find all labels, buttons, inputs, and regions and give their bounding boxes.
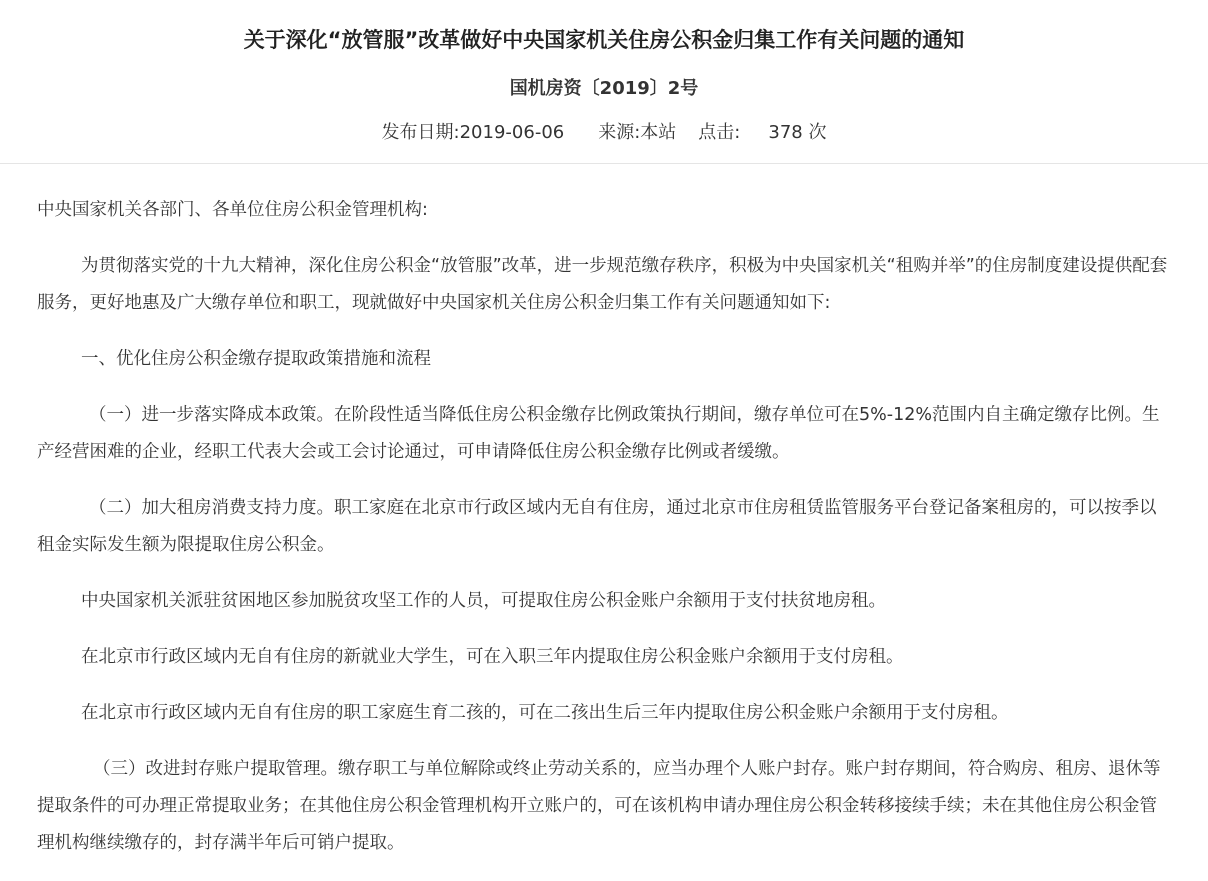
article-body: [37, 192, 1171, 881]
paragraph-poverty: 中央国家机关派驻贫困地区参加脱贫攻坚工作的人员，可提取住房公积金账户余额用于支付扶贫地房租。: [81, 591, 886, 611]
clicks-unit: 次: [808, 122, 827, 143]
paragraph-item-1: （一）进一步落实降成本政策。在阶段性适当降低住房公积金缴存比例政策执行期间，缴存单位可在5%-12%范围内自主确定缴存比例。生产经营困难的企业，经职工代表大会或工会讨论通过，可申请降低住房公积金缴存比例或者缓缴。: [37, 405, 1160, 462]
article-meta: [0, 118, 1208, 148]
source-value: 本站: [640, 122, 677, 143]
source-label: 来源:: [598, 122, 641, 143]
salutation: 中央国家机关各部门、各单位住房公积金管理机构:: [37, 200, 428, 220]
article-title: 关于深化“放管服”改革做好中央国家机关住房公积金归集工作有关问题的通知: [243, 28, 965, 52]
publish-date-label: 发布日期:: [381, 122, 460, 143]
section-heading: 一、优化住房公积金缴存提取政策措施和流程: [81, 349, 431, 369]
document-number: 国机房资〔2019〕2号: [509, 78, 699, 99]
paragraph-graduates: 在北京市行政区域内无自有住房的新就业大学生，可在入职三年内提取住房公积金账户余额用于支付房租。: [81, 647, 904, 667]
paragraph-second-child: 在北京市行政区域内无自有住房的职工家庭生育二孩的，可在二孩出生后三年内提取住房公积金账户余额用于支付房租。: [81, 703, 1009, 723]
publish-date: 2019-06-06: [459, 122, 565, 143]
article-header: [0, 0, 1208, 164]
clicks-count: 378: [768, 122, 803, 143]
paragraph-item-2: （二）加大租房消费支持力度。职工家庭在北京市行政区域内无自有住房，通过北京市住房租赁监管服务平台登记备案租房的，可以按季以租金实际发生额为限提取住房公积金。: [37, 498, 1157, 555]
paragraph-item-3: （三）改进封存账户提取管理。缴存职工与单位解除或终止劳动关系的，应当办理个人账户封存。账户封存期间，符合购房、租房、退休等提取条件的可办理正常提取业务；在其他住房公积金管理机构开立账户的，可在该机构申请办理住房公积金转移接续手续；未在其他住房公积金管理机构继续缴存的，封存满半年后可销户提取。: [37, 759, 1161, 853]
clicks-label: 点击:: [698, 122, 741, 143]
paragraph-intro: 为贯彻落实党的十九大精神，深化住房公积金“放管服”改革，进一步规范缴存秩序，积极为中央国家机关“租购并举”的住房制度建设提供配套服务，更好地惠及广大缴存单位和职工，现就做好中央国家机关住房公积金归集工作有关问题通知如下:: [37, 256, 1168, 313]
